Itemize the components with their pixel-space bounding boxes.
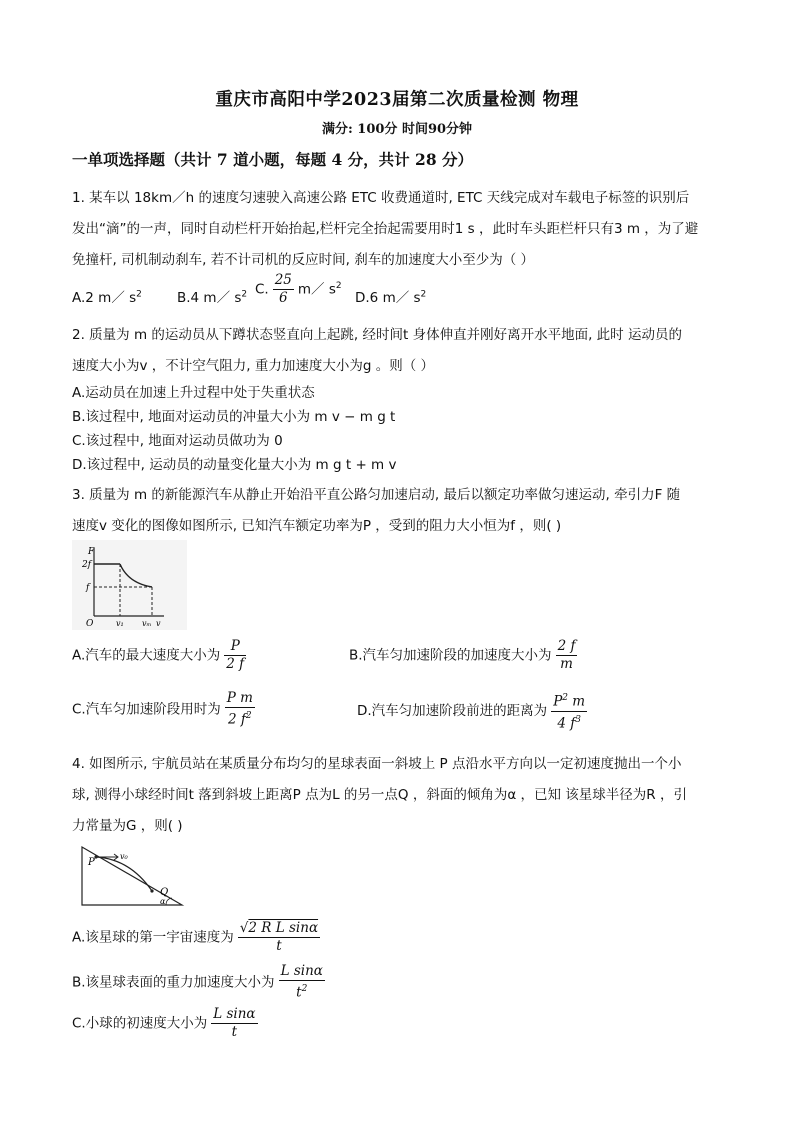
q1-option-d-sup: 2 [420, 289, 427, 300]
q3-option-d-den-sup: 3 [575, 714, 581, 725]
q3-option-c [72, 690, 259, 729]
q3-label-F: F [88, 547, 95, 557]
q3-label-f: f [86, 583, 90, 593]
q3-option-d-num: P [553, 693, 563, 710]
q4-line-1: 4. 如图所示, 宇航员站在某质量分布均匀的星球表面一斜坡上 P 点沿水平方向以一定初速度抛出一个小 [72, 756, 682, 772]
section-heading: 一单项选择题（共计 7 道小题，每题 4 分，共计 28 分） [72, 150, 474, 169]
q1-line-1: 1. 某车以 18km／h 的速度匀速驶入高速公路 ETC 收费通道时, ETC 天线完成对车载电子标签的识别后 [72, 190, 690, 206]
q3-line-2: 速度v 变化的图像如图所示, 已知汽车额定功率为P ，受到的阻力大小恒为f ，则( ) [72, 518, 562, 534]
q4-option-a-text: A.该星球的第一宇宙速度为 [72, 929, 234, 946]
q3-label-v: v [156, 619, 161, 628]
q3-option-a-num: P [224, 638, 246, 656]
page-title: 重庆市高阳中学2023届第二次质量检测 物理 [215, 90, 579, 110]
q3-option-a-fraction [224, 638, 246, 673]
q3-option-c-num: P m [226, 690, 253, 706]
q3-force-velocity-graph [72, 540, 187, 630]
q3-option-b-den: m [560, 656, 573, 672]
q3-option-c-text: C.汽车匀加速阶段用时为 [72, 701, 221, 718]
q4-line-2: 球, 测得小球经时间t 落到斜坡上距离P 点为L 的另一点Q ，斜面的倾角为α ，已知 该星球半径为R ，引 [72, 787, 687, 803]
q3-option-a-text: A.汽车的最大速度大小为 [72, 647, 221, 664]
q2-option-b: B.该过程中, 地面对运动员的冲量大小为 m v − m g t [72, 409, 396, 425]
q1-option-c-den: 6 [279, 290, 288, 306]
page-subtitle: 满分: 100分 时间90分钟 [321, 122, 473, 137]
q4-trajectory [96, 857, 152, 891]
q4-label-Q: Q [160, 887, 169, 898]
q4-option-b-fraction [279, 963, 325, 1002]
q4-option-a-num: 2 R L sinα [248, 920, 319, 936]
q4-point-Q [150, 889, 153, 892]
q3-option-c-fraction [225, 690, 255, 729]
q3-option-d-fraction [551, 690, 587, 732]
q4-option-b-den-sup: 2 [301, 984, 308, 994]
q3-option-a [72, 638, 250, 673]
q4-sqrt-icon: √ [239, 920, 249, 936]
q2-line-1: 2. 质量为 m 的运动员从下蹲状态竖直向上起跳, 经时间t 身体伸直并刚好离开水平地面, 此时 运动员的 [72, 327, 682, 343]
q4-label-v0: v₀ [120, 852, 128, 861]
q1-option-a-sup: 2 [136, 289, 142, 300]
q4-label-alpha: α [160, 897, 166, 906]
q4-option-c-fraction [211, 1006, 257, 1041]
q3-label-vm: vₘ [142, 619, 152, 628]
q3-option-b-text: B.汽车匀加速阶段的加速度大小为 [349, 647, 552, 664]
q4-option-b [72, 963, 329, 1002]
q1-option-b-text: B.4 m／ s [177, 290, 242, 306]
q2-option-d: D.该过程中, 运动员的动量变化量大小为 m g t + m v [72, 457, 397, 473]
q3-option-d-num-tail: m [568, 693, 586, 710]
q4-option-b-num: L sinα [280, 963, 323, 979]
q2-option-c: C.该过程中, 地面对运动员做功为 0 [72, 433, 283, 449]
q1-option-c-fraction [273, 272, 294, 307]
q3-option-c-den-sup: 2 [245, 711, 252, 721]
q4-line-3: 力常量为G ，则( ) [72, 818, 183, 834]
q3-option-d [357, 690, 591, 732]
q3-option-a-den: 2 f [226, 656, 245, 672]
q1-option-d [355, 286, 426, 306]
q3-option-d-text: D.汽车匀加速阶段前进的距离为 [357, 703, 548, 719]
q4-label-P: P [88, 857, 95, 868]
q4-option-a-fraction [238, 920, 320, 955]
q1-line-2: 发出“滴”的一声，同时自动栏杆开始抬起,栏杆完全抬起需要用时1 s ，此时车头距栏杆只有3 m ，为了避 [72, 221, 699, 237]
q4-slope-diagram [80, 843, 185, 907]
q3-option-d-den-wrap [551, 712, 587, 733]
q1-option-c [255, 272, 342, 307]
q1-option-d-text: D.6 m／ s [355, 290, 421, 306]
q1-option-c-num: 25 [274, 272, 292, 288]
q3-label-2f: 2f [82, 560, 92, 570]
q3-option-d-num-sup: 2 [562, 693, 569, 703]
q3-option-c-den-wrap [225, 708, 255, 729]
q4-option-c-num: L sinα [213, 1006, 256, 1022]
q1-option-c-sup: 2 [335, 281, 342, 291]
q4-option-a-num-wrap [238, 920, 320, 938]
q4-option-b-text: B.该星球表面的重力加速度大小为 [72, 974, 275, 991]
q2-line-2: 速度大小为v ，不计空气阻力, 重力加速度大小为g 。则（ ） [72, 358, 435, 374]
q3-label-O: O [86, 619, 94, 629]
q3-option-b-num: 2 f [557, 638, 576, 654]
q4-option-a-den: t [276, 938, 282, 954]
q2-option-a: A.运动员在加速上升过程中处于失重状态 [72, 385, 315, 401]
q4-option-a [72, 920, 324, 955]
q3-option-d-den: 4 f [557, 715, 576, 731]
q1-option-b [177, 286, 247, 306]
q4-option-b-den-wrap [279, 981, 325, 1002]
q1-line-3: 免撞杆, 司机制动刹车, 若不计司机的反应时间, 刹车的加速度大小至少为（ ） [72, 252, 535, 268]
q3-label-v1: v₁ [116, 619, 124, 628]
q1-option-c-unit: m／ s [297, 281, 336, 298]
q4-option-b-den: t [296, 984, 302, 1001]
q3-option-d-num-wrap [551, 690, 587, 712]
q3-option-b [349, 638, 581, 673]
q3-option-c-den: 2 f [228, 711, 246, 728]
q1-option-a-text: A.2 m／ s [72, 290, 137, 306]
q1-option-b-sup: 2 [241, 289, 248, 300]
q4-option-c-text: C.小球的初速度大小为 [72, 1015, 208, 1032]
q4-point-P [94, 855, 97, 858]
q1-option-a [72, 286, 142, 306]
q3-line-1: 3. 质量为 m 的新能源汽车从静止开始沿平直公路匀加速启动, 最后以额定功率做匀速运动, 牵引力F 随 [72, 487, 681, 503]
q1-option-c-prefix: C. [255, 281, 269, 298]
q4-option-c-den: t [231, 1024, 238, 1040]
q3-option-b-fraction [556, 638, 578, 673]
q4-option-c [72, 1006, 262, 1041]
